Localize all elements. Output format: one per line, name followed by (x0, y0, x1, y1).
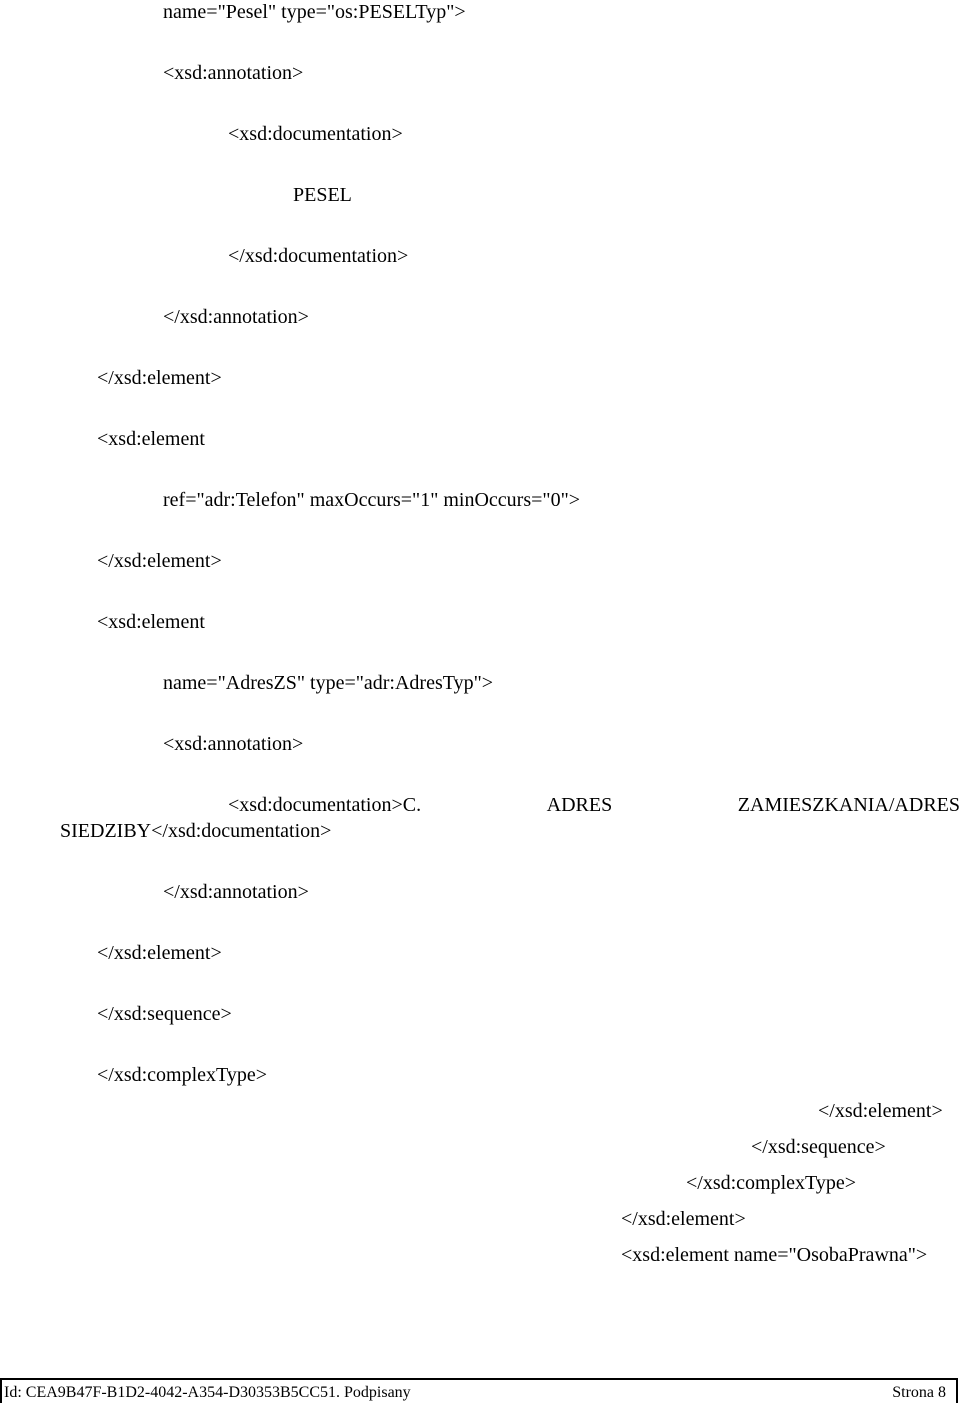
element-close-line: </xsd:element> (97, 942, 222, 964)
sequence-close-line: </xsd:sequence> (751, 1136, 886, 1158)
adres-name-line: name="AdresZS" type="adr:AdresTyp"> (163, 672, 494, 694)
page-footer (0, 1378, 958, 1403)
annotation-open-line: <xsd:annotation> (163, 62, 304, 84)
annotation-close-line: </xsd:annotation> (163, 881, 309, 903)
element-close-line: </xsd:element> (818, 1100, 943, 1122)
element-close-line: </xsd:element> (621, 1208, 746, 1230)
document-id-text: Id: CEA9B47F-B1D2-4042-A354-D30353B5CC51. Podpisany (4, 1384, 411, 1401)
documentation-close-line: </xsd:documentation> (228, 245, 409, 267)
doc-part: <xsd:documentation>C. (228, 794, 422, 816)
element-open-telefon-line: <xsd:element (97, 428, 205, 450)
doc-part: ADRES (546, 794, 613, 816)
element-open-adres-line: <xsd:element (97, 611, 205, 633)
page-number: Strona 8 (892, 1384, 946, 1401)
pesel-element-line: name="Pesel" type="os:PESELTyp"> (163, 1, 466, 23)
doc-part: ZAMIESZKANIA/ADRES (737, 794, 960, 816)
adres-documentation-line (228, 793, 960, 817)
pesel-label: PESEL (293, 184, 352, 206)
complextype-close-line: </xsd:complexType> (686, 1172, 857, 1194)
annotation-close-line: </xsd:annotation> (163, 306, 309, 328)
osoba-prawna-element-line: <xsd:element name="OsobaPrawna"> (621, 1244, 928, 1266)
element-close-line: </xsd:element> (97, 367, 222, 389)
element-close-line: </xsd:element> (97, 550, 222, 572)
documentation-open-line: <xsd:documentation> (228, 123, 403, 145)
sequence-close-line: </xsd:sequence> (97, 1003, 232, 1025)
telefon-ref-line: ref="adr:Telefon" maxOccurs="1" minOccurs="0"> (163, 489, 581, 511)
complextype-close-line: </xsd:complexType> (97, 1064, 268, 1086)
adres-documentation-continuation: SIEDZIBY</xsd:documentation> (60, 820, 332, 842)
annotation-open-line: <xsd:annotation> (163, 733, 304, 755)
